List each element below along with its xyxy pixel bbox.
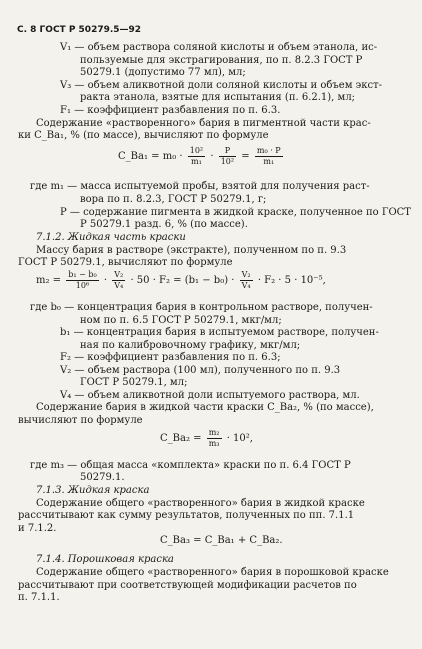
formula-2-frac-3 bbox=[240, 270, 253, 291]
formula-3-num-1: m₂ bbox=[208, 428, 220, 437]
text-line: Содержание «растворенного» бария в пигментной части крас- bbox=[36, 118, 371, 129]
formula-3 bbox=[160, 428, 253, 449]
formula-1-den-3: m₁ bbox=[263, 157, 275, 166]
section-heading: 7.1.3. Жидкая краска bbox=[36, 485, 150, 496]
text-line: ном по п. 6.5 ГОСТ Р 50279.1, мкг/мл; bbox=[80, 315, 282, 326]
text-line: 50279.1. bbox=[80, 472, 125, 483]
text-line: рассчитывают при соответствующей модификации расчетов по bbox=[18, 580, 357, 591]
formula-2-tail: · F₂ · 5 · 10⁻⁵, bbox=[257, 275, 326, 286]
formula-2 bbox=[36, 270, 326, 291]
formula-2-num-2: V₂ bbox=[114, 270, 124, 279]
text-line: пользуемые для экстрагирования, по п. 8.2.3 ГОСТ Р bbox=[80, 55, 363, 66]
formula-1 bbox=[118, 146, 285, 167]
text-line: V₃ — объем аликвотной доли соляной кислоты и объем экст- bbox=[60, 80, 383, 91]
text-line: V₄ — объем аликвотной доли испытуемого раствора, мл. bbox=[60, 390, 360, 401]
text-line: ки C_Ba₁, % (по массе), вычисляют по формуле bbox=[18, 130, 269, 141]
text-line: где m₃ — общая масса «комплекта» краски по п. 6.4 ГОСТ Р bbox=[30, 460, 351, 471]
formula-2-num-3: V₂ bbox=[241, 270, 251, 279]
formula-2-den-2: V₄ bbox=[114, 281, 124, 290]
formula-2-den-1: 10⁶ bbox=[75, 281, 90, 290]
text-line: вычисляют по формуле bbox=[18, 415, 143, 426]
page-header: С. 8 ГОСТ Р 50279.5—92 bbox=[17, 25, 142, 35]
text-line: ГОСТ Р 50279.1, мл; bbox=[80, 377, 188, 388]
formula-2-lhs: m₂ = bbox=[36, 275, 62, 286]
text-line: V₁ — объем раствора соляной кислоты и объем этанола, ис- bbox=[60, 42, 378, 53]
formula-1-num-1: 10² bbox=[189, 146, 204, 155]
text-line: вора по п. 8.2.3, ГОСТ Р 50279.1, г; bbox=[80, 194, 267, 205]
formula-4: C_Ba₃ = C_Ba₁ + C_Ba₂. bbox=[160, 535, 283, 546]
text-line: Массу бария в растворе (экстракте), полученном по п. 9.3 bbox=[36, 245, 347, 256]
formula-2-frac-2 bbox=[112, 270, 125, 291]
text-line: F₂ — коэффициент разбавления по п. 6.3; bbox=[60, 352, 281, 363]
formula-3-frac-1 bbox=[207, 428, 222, 449]
text-line: Содержание бария в жидкой части краски C_Ba₂, % (по массе), bbox=[36, 402, 374, 413]
formula-2-den-3: V₄ bbox=[241, 281, 251, 290]
text-line: где b₀ — концентрация бария в контрольном растворе, получен- bbox=[30, 302, 373, 313]
formula-1-num-2: P bbox=[219, 146, 236, 157]
section-heading: 7.1.2. Жидкая часть краски bbox=[36, 232, 186, 243]
formula-2-num-1: b₁ − b₀ bbox=[68, 270, 97, 279]
text-line: п. 7.1.1. bbox=[18, 592, 60, 603]
text-line: Содержание общего «растворенного» бария в порошковой краске bbox=[36, 567, 389, 578]
text-line: Р 50279.1 разд. 6, % (по массе). bbox=[80, 219, 248, 230]
formula-2-mid-2: · 50 · F₂ = (b₁ − b₀) · bbox=[130, 275, 235, 286]
formula-1-lhs: C_Ba₁ = m₀ · bbox=[118, 151, 183, 162]
formula-3-lhs: C_Ba₂ = bbox=[160, 433, 202, 444]
text-line: 50279.1 (допустимо 77 мл), мл; bbox=[80, 67, 246, 78]
text-line: рассчитывают как сумму результатов, полученных по пп. 7.1.1 bbox=[18, 510, 355, 521]
formula-1-frac-3 bbox=[255, 146, 283, 167]
text-line: Содержание общего «растворенного» бария в жидкой краске bbox=[36, 498, 365, 509]
text-line: где m₁ — масса испытуемой пробы, взятой для получения раст- bbox=[30, 181, 370, 192]
formula-1-equals: = bbox=[241, 151, 250, 162]
formula-1-den-2: 10² bbox=[220, 157, 235, 166]
formula-3-den-1: m₃ bbox=[208, 439, 220, 448]
text-line: b₁ — концентрация бария в испытуемом растворе, получен- bbox=[60, 327, 379, 338]
text-line: F₁ — коэффициент разбавления по п. 6.3. bbox=[60, 105, 281, 116]
formula-1-den-1: m₁ bbox=[191, 157, 202, 166]
text-line: ракта этанола, взятые для испытания (п. 6.2.1), мл; bbox=[80, 92, 356, 103]
formula-3-tail: · 10², bbox=[226, 433, 253, 444]
formula-1-num-3: m₀ · P bbox=[256, 146, 281, 155]
formula-1-dot: · bbox=[210, 151, 214, 162]
formula-2-frac-1 bbox=[66, 270, 98, 291]
formula-2-mid-1: · bbox=[103, 275, 108, 286]
formula-1-frac-2 bbox=[219, 146, 236, 167]
formula-1-frac-1 bbox=[188, 146, 205, 167]
text-line: ГОСТ Р 50279.1, вычисляют по формуле bbox=[18, 257, 233, 268]
section-heading: 7.1.4. Порошковая краска bbox=[36, 554, 174, 565]
text-line: V₂ — объем раствора (100 мл), полученного по п. 9.3 bbox=[60, 365, 341, 376]
text-line: и 7.1.2. bbox=[18, 523, 57, 534]
text-line: P — содержание пигмента в жидкой краске, полученное по ГОСТ bbox=[60, 207, 411, 218]
text-line: ная по калибровочному графику, мкг/мл; bbox=[80, 340, 301, 351]
